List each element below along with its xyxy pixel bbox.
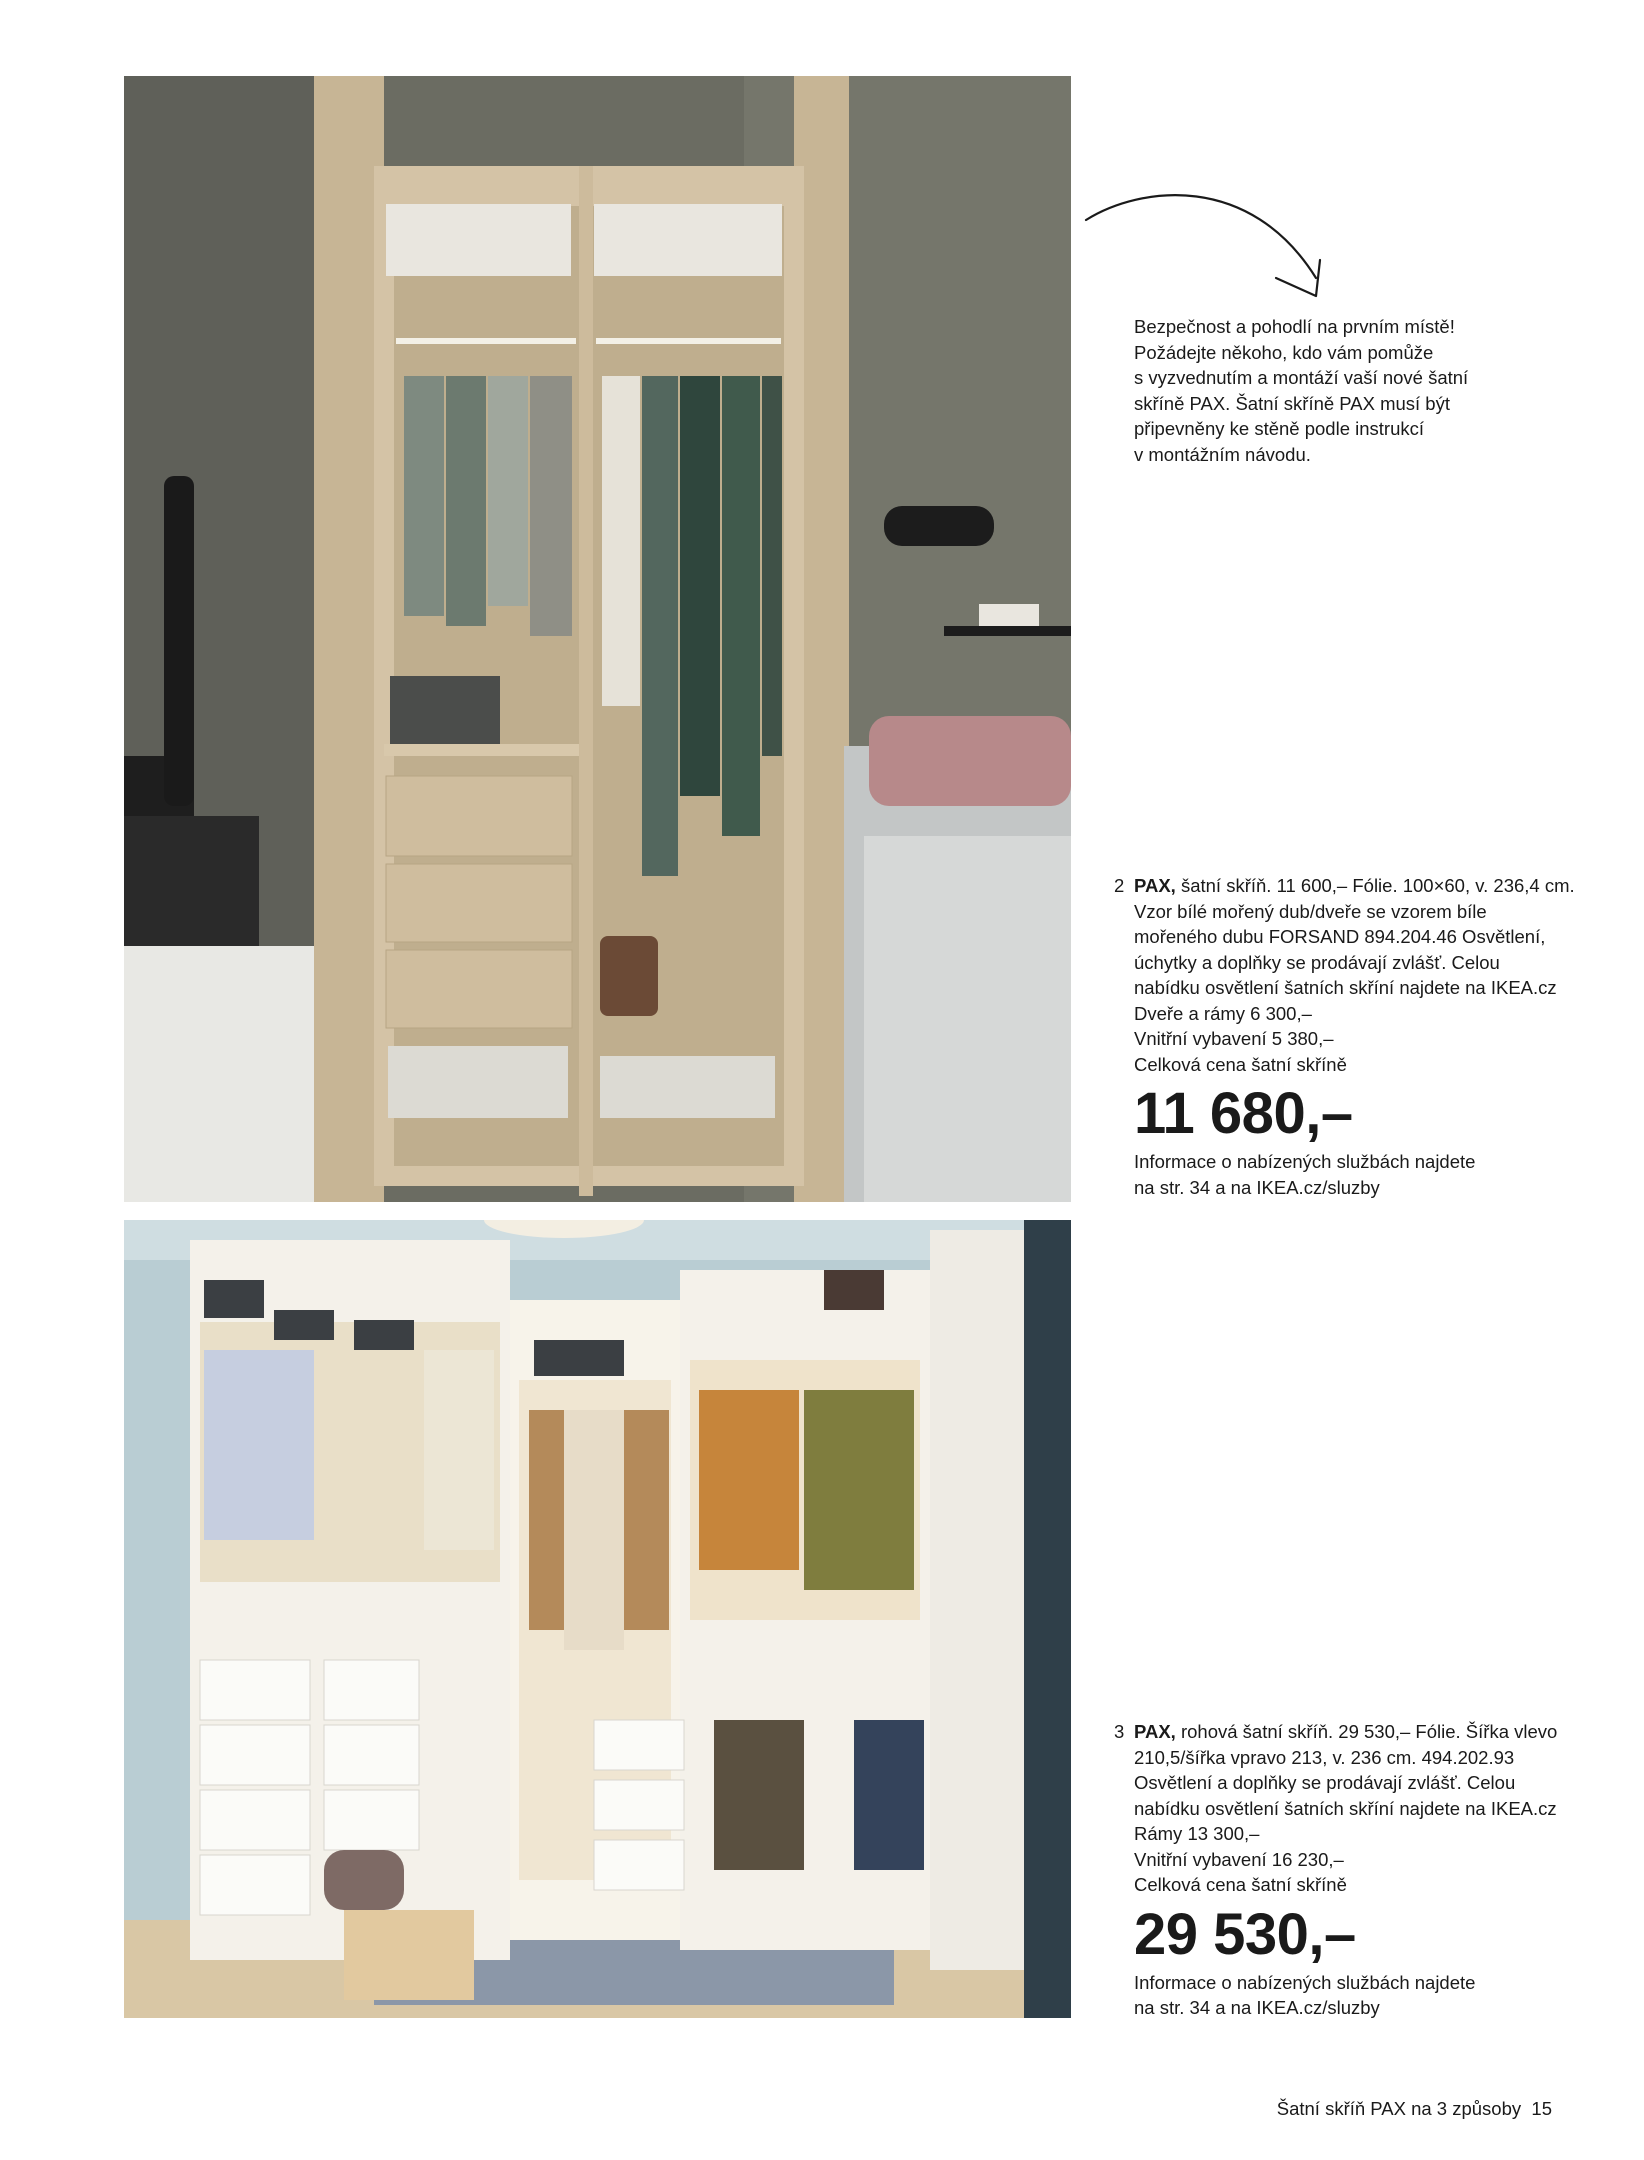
service-info-line: Informace o nabízených službách najdete: [1134, 1151, 1476, 1172]
service-info-line: na str. 34 a na IKEA.cz/sluzby: [1134, 1997, 1380, 2018]
wardrobe-photo-corner: [124, 1220, 1071, 2018]
product-description-line: Osvětlení a doplňky se prodávají zvlášť. Celou: [1134, 1772, 1516, 1793]
product-block-3: [1114, 1719, 1574, 2021]
safety-note: [1134, 314, 1514, 467]
product-number: 2: [1114, 875, 1125, 896]
product-price: 29 530,–: [1134, 1901, 1356, 1967]
note-line: skříně PAX. Šatní skříně PAX musí být: [1134, 392, 1450, 414]
product-price: 11 680,–: [1134, 1081, 1353, 1146]
product-name: PAX,: [1134, 875, 1176, 896]
curved-arrow-icon: [1080, 178, 1340, 308]
page-number: 15: [1531, 2098, 1552, 2119]
product-description-line: Celková cena šatní skříně: [1134, 1874, 1347, 1895]
product-description-line: Vnitřní vybavení 5 380,–: [1134, 1028, 1334, 1049]
product-description-line: Vzor bílé mořený dub/dveře se vzorem bíle: [1134, 900, 1487, 922]
footer-section-title: Šatní skříň PAX na 3 způsoby: [1276, 2098, 1522, 2119]
product-description-line: Rámy 13 300,–: [1134, 1823, 1260, 1844]
product-description-line: nabídku osvětlení šatních skříní najdete na IKEA.cz: [1134, 977, 1557, 998]
product-description-line: Dveře a rámy 6 300,–: [1134, 1002, 1312, 1024]
wardrobe-photo-bedroom: [124, 76, 1071, 1202]
note-line: Bezpečnost a pohodlí na prvním místě!: [1134, 316, 1455, 337]
service-info-line: na str. 34 a na IKEA.cz/sluzby: [1134, 1176, 1380, 1198]
product-number: 3: [1114, 1721, 1125, 1742]
product-block-2: [1114, 873, 1574, 1200]
product-description-line: Vnitřní vybavení 16 230,–: [1134, 1848, 1344, 1870]
product-description-line: Celková cena šatní skříně: [1134, 1053, 1347, 1075]
product-spec: šatní skříň. 11 600,– Fólie. 100×60, v. 236,4 cm.: [1180, 875, 1575, 896]
product-description-line: [1134, 873, 1574, 899]
product-description-line: úchytky a doplňky se prodávají zvlášť. Celou: [1134, 951, 1500, 973]
product-description-line: nabídku osvětlení šatních skříní najdete na IKEA.cz: [1134, 1797, 1557, 1819]
service-info-line: Informace o nabízených službách najdete: [1134, 1971, 1476, 1993]
note-line: připevněny ke stěně podle instrukcí: [1134, 418, 1425, 439]
product-name: PAX,: [1134, 1721, 1176, 1742]
note-line: s vyzvednutím a montáží vaší nové šatní: [1134, 367, 1469, 388]
product-description-line: [1134, 1719, 1574, 1745]
page-footer: [1277, 2098, 1552, 2120]
note-line: v montážním návodu.: [1134, 443, 1311, 465]
product-description-line: mořeného dubu FORSAND 894.204.46 Osvětlení,: [1134, 926, 1546, 947]
product-spec: rohová šatní skříň. 29 530,– Fólie. Šířka vlevo: [1180, 1721, 1558, 1742]
note-line: Požádejte někoho, kdo vám pomůže: [1134, 341, 1434, 363]
product-description-line: 210,5/šířka vpravo 213, v. 236 cm. 494.202.93: [1134, 1746, 1515, 1768]
